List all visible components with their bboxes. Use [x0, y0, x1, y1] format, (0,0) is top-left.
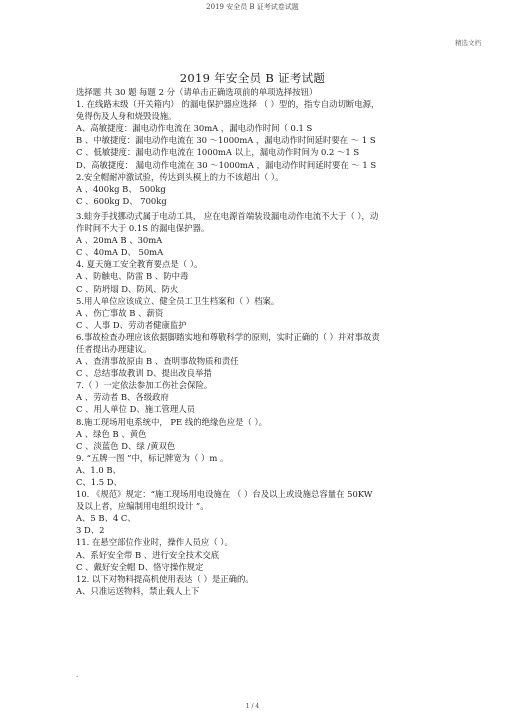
- text-line: A 、绿色 B 、黄色: [76, 428, 147, 439]
- text-line: 免得伤及人身和烧毁设施。: [76, 111, 177, 122]
- question-list: [76, 86, 436, 597]
- browser-tab-title: 2019 安全员 B 证考试卷试题: [206, 3, 299, 11]
- footer-mark: .: [76, 671, 79, 679]
- text-line: C 、低敏捷度：漏电动作电流在 1000mA 以上，漏电动作时间为 0.2 ～1 S: [76, 147, 360, 158]
- text-line: A 、伤亡事故 B 、薪资: [76, 307, 164, 318]
- text-line: A 、防触电、防雷 B 、防中毒: [76, 271, 189, 282]
- text-line: A、高敏捷度：漏电动作电流在 30mA ，漏电动作时间（ 0.1 S: [76, 123, 313, 134]
- text-line: C 、淡蓝色 D、绿 /黄双色: [76, 440, 176, 451]
- page-number: 1 / 4: [245, 703, 260, 710]
- text-line: 4. 夏天施工安全教育要点是（ ）。: [76, 259, 203, 270]
- text-line: 2.安全帽耐冲激试验，传达到头模上的力不该超出（ ）。: [76, 171, 284, 182]
- text-line: C 、人事 D、劳动者健康监护: [76, 319, 187, 330]
- text-line: D、高敏捷度： 漏电动作电流在 30 ～1000mA ，漏电动作时间延时要在 ～ 1 S: [76, 159, 377, 170]
- text-line: B 、中敏捷度：漏电动作电流在 30 ～1000mA ，漏电动作时间延时要在 ～ 1 S: [76, 135, 376, 146]
- text-line: 3.蛙夯手找挪动式属于电动工具， 应在电源首端装设漏电动作电流不大于（ ），动: [76, 210, 379, 221]
- text-line: 及以上者，应编制用电组织设计 ”。: [76, 501, 209, 512]
- text-line: C 、防坍塌 D、防风、防火: [76, 283, 179, 294]
- text-line: 12. 以下对物料提高机使用表达（ ）是正确的。: [76, 573, 254, 584]
- text-line: A 、劳动者 B、各级政府: [76, 392, 169, 403]
- text-line: C 、总结事故教训 D、提出改良举措: [76, 368, 212, 379]
- text-line: 6.事故检查办理应该依据脚踏实地和尊敬科学的原则，实时正确的（ ）并对事故责: [76, 331, 380, 342]
- text-line: A、只准运送物料，禁止载人上下: [76, 585, 200, 596]
- text-line: 8.施工现场用电系统中， PE 线的绝缘色应是（ ）。: [76, 416, 268, 427]
- text-line: A 、20mA B 、30mA: [76, 235, 163, 246]
- text-line: C、1.5 D、: [76, 477, 122, 487]
- text-line: A、系好安全带 B 、进行安全技术交底: [76, 549, 220, 560]
- text-line: A、1.0 B、: [76, 464, 121, 475]
- text-line: A、5 B、4 C、: [76, 513, 136, 524]
- document-title: 2019 年安全员 B 证考试题: [179, 71, 326, 85]
- text-line: 5.用人单位应该成立、健全员工卫生档案和（ ）档案。: [76, 295, 280, 306]
- text-line: 任者提出办理建议。: [76, 343, 152, 354]
- text-line: C 、用人单位 D、施工管理人员: [76, 404, 195, 415]
- text-line: 作时间不大于 0.1S 的漏电保护器。: [76, 223, 210, 234]
- text-line: 10. 《规范》规定：“施工现场用电设施在 （ ）台及以上或设施总容量在 50KW: [76, 489, 373, 500]
- text-line: C 、600kg D、 700kg: [76, 195, 167, 206]
- text-line: C 、戴好安全帽 D、恪守操作规定: [76, 561, 204, 572]
- text-line: A 、400kg B、 500kg: [76, 183, 166, 194]
- text-line: A 、查清事故原由 B 、查明事故物质和责任: [76, 356, 239, 367]
- text-line: 3 D、2: [76, 525, 105, 536]
- text-line: 1. 在线路末级（开关箱内） 的漏电保护器应选择 （ ）型的，指专自动切断电源，: [76, 99, 380, 110]
- text-line: 选择题 共 30 题 每题 2 分（请单击正确选项前的单项选择按钮）: [76, 87, 318, 97]
- text-line: C 、40mA D、 50mA: [76, 247, 164, 258]
- text-line: 11. 在悬空部位作业时，操作人员应（ ）。: [76, 537, 233, 548]
- text-line: 7.（ ）一定依法参加工伤社会保险。: [76, 380, 213, 391]
- watermark-label: 精选文档: [455, 39, 481, 47]
- text-line: 9. “五牌一图 ”中，标记牌宽为（ ）m 。: [76, 452, 229, 463]
